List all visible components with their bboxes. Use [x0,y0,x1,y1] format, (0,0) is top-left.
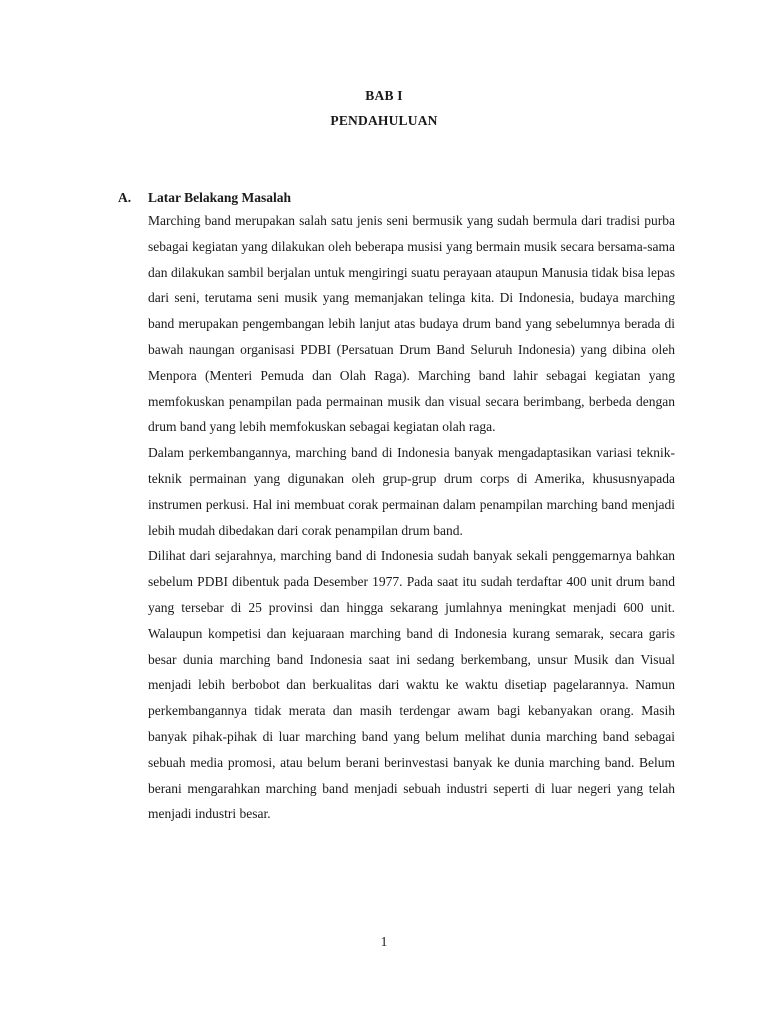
page-number: 1 [380,934,388,949]
section-title: Latar Belakang Masalah [148,190,292,205]
paragraph: Dalam perkembangannya, marching band di Indonesia banyak mengadaptasikan variasi teknik-teknik permainan yang digunakan oleh grup-grup drum corps di Amerika, khususnyapada instrumen perkusi. Hal ini membuat corak permainan dalam penampilan marching band menjadi lebih mudah dibedakan dari corak penampilan drum band. [148,445,675,538]
chapter-number: BAB I [365,88,403,103]
chapter-title: PENDAHULUAN [330,113,438,128]
paragraph: Dilihat dari sejarahnya, marching band di Indonesia sudah banyak sekali penggemarnya bahkan sebelum PDBI dibentuk pada Desember 1977. Pada saat itu sudah terdaftar 400 unit drum band yang tersebar di 25 provinsi dan hingga sekarang jumlahnya meningkat menjadi 600 unit. Walaupun kompetisi dan kejuaraan marching band di Indonesia kurang semarak, secara garis besar dunia marching band Indonesia saat ini sedang berkembang, unsur Musik dan Visual menjadi lebih berbobot dan berkualitas dari waktu ke waktu disetiap pagelarannya. Namun perkembangannya tidak merata dan masih terdengar awam bagi kebanyakan orang. Masih banyak pihak-pihak di luar marching band yang belum melihat dunia marching band sebagai sebuah media promosi, atau belum berani berinvestasi banyak ke dunia marching band. Belum berani mengarahkan marching band menjadi sebuah industri seperti di luar negeri yang telah menjadi industri besar. [148,548,675,822]
body-text [148,208,675,827]
paragraph: Marching band merupakan salah satu jenis seni bermusik yang sudah bermula dari tradisi purba sebagai kegiatan yang dilakukan oleh beberapa musisi yang bermain musik secara bersama-sama dan dilakukan sambil berjalan untuk mengiringi suatu perayaan ataupun Manusia tidak bisa lepas dari seni, terutama seni musik yang memanjakan telinga kita. Di Indonesia, budaya marching band merupakan pengembangan lebih lanjut atas budaya drum band yang sebelumnya berada di bawah naungan organisasi PDBI (Persatuan Drum Band Seluruh Indonesia) yang dibina oleh Menpora (Menteri Pemuda dan Olah Raga). Marching band lahir sebagai kegiatan yang memfokuskan penampilan pada permainan musik dan visual secara berimbang, berbeda dengan drum band yang lebih memfokuskan sebagai kegiatan olah raga. [148,213,675,435]
section-letter: A. [118,190,132,205]
